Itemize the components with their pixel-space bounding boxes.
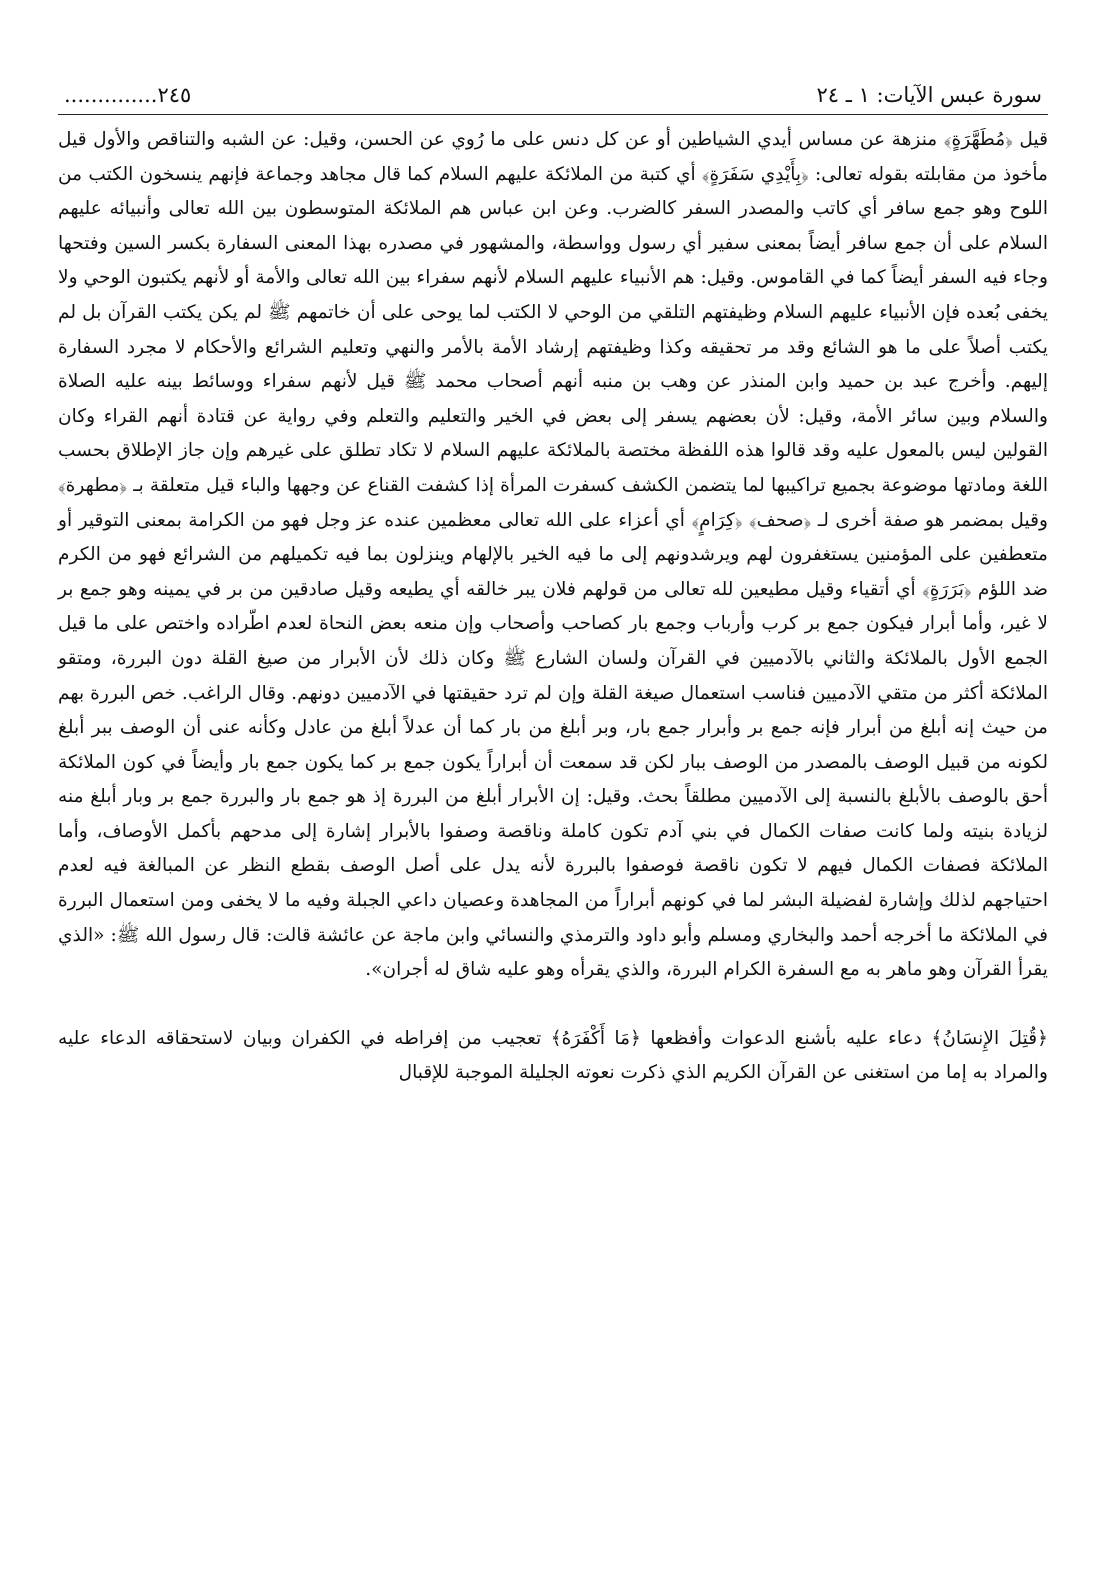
running-title: سورة عبس الآيات: ١ ـ ٢٤ [816,83,1042,107]
page [58,80,1048,1091]
page-number: ٢٤٥.............. [64,83,192,107]
body-paragraph: ﴿قُتِلَ الإِنسَانُ﴾ دعاء عليه بأشنع الدعوات وأفظعها ﴿مَا أَكْفَرَهُ﴾ تعجيب من إفراطه في الكفران وبيان لاستحقاقه الدعاء عليه والمراد به إما من استغنى عن القرآن الكريم الذي ذكرت نعوته الجليلة الموجبة للإقبال [58,1027,1048,1084]
body-paragraph: قيل ﴿مُطَهَّرَةٍ﴾ منزهة عن مساس أيدي الشياطين أو عن كل دنس على ما رُوي عن الحسن، وقيل: عن الشبه والتناقص والأول قيل مأخوذ من مقابلته بقوله تعالى: ﴿بِأَيْدِي سَفَرَةٍ﴾ أي كتبة من الملائكة عليهم السلام كما قال مجاهد وجماعة فإنهم ينسخون الكتب من اللوح وهو جمع سافر أي كاتب والمصدر السفر كالضرب. وعن ابن عباس هم الملائكة المتوسطون بين الله تعالى وأنبيائه عليهم السلام على أن جمع سافر أيضاً بمعنى سفير أي رسول وواسطة، والمشهور في مصدره بهذا المعنى السفارة بكسر السين وفتحها وجاء فيه السفر أيضاً كما في القاموس. وقيل: هم الأنبياء عليهم السلام لأنهم سفراء بين الله تعالى والأمة أو لأنهم يكتبون الوحي ولا يخفى بُعده فإن الأنبياء عليهم السلام وظيفتهم التلقي من الوحي لا الكتب لما يوحى على أن خاتمهم ﷺ لم يكن يكتب القرآن بل لم يكتب أصلاً على ما هو الشائع وقد مر تحقيقه وكذا وظيفتهم إرشاد الأمة بالأمر والنهي وتعليم الشرائع والأحكام لا مجرد السفارة إليهم. وأخرج عبد بن حميد وابن المنذر عن وهب بن منبه أنهم أصحاب محمد ﷺ قيل لأنهم سفراء ووسائط بينه عليه الصلاة والسلام وبين سائر الأمة، وقيل: لأن بعضهم يسفر إلى بعض في الخير والتعليم والتعلم وفي رواية عن قتادة أنهم القراء وكان القولين ليس بالمعول عليه وقد قالوا هذه اللفظة مختصة بالملائكة عليهم السلام لا تكاد تطلق على غيرهم وإن جاز الإطلاق بحسب اللغة ومادتها موضوعة بجميع تراكيبها لما يتضمن الكشف كسفرت المرأة إذا كشفت القناع عن وجهها والباء قيل متعلقة بـ ﴿مطهرة﴾ وقيل بمضمر هو صفة أخرى لـ ﴿صحف﴾ ﴿كِرَامٍ﴾ أي أعزاء على الله تعالى معظمين عنده عز وجل فهو من الكرامة بمعنى التوقير أو متعطفين على المؤمنين يستغفرون لهم ويرشدونهم إلى ما فيه الخير بالإلهام وينزلون بما فيه تكميلهم من الشرائع فهو من الكرم ضد اللؤم ﴿بَرَرَةٍ﴾ أي أتقياء وقيل مطيعين لله تعالى من قولهم فلان يبر خالقه أي يطيعه وقيل صادقين من بر في يمينه وهو جمع بر لا غير، وأما أبرار فيكون جمع بر كرب وأرباب وجمع بار كصاحب وأصحاب وإن منعه بعض النحاة لعدم اطّراده واختص على ما قيل الجمع الأول بالملائكة والثاني بالآدميين في القرآن ولسان الشارع ﷺ وكان ذلك لأن الأبرار من صيغ القلة دون البررة، ومتقو الملائكة أكثر من متقي الآدميين فناسب استعمال صيغة القلة وإن لم ترد حقيقتها في الآدميين دونهم. وقال الراغب. خص البررة بهم من حيث إنه أبلغ من أبرار فإنه جمع بر وأبرار جمع بار، وبر أبلغ من بار كما أن عدلاً أبلغ من عادل وكأنه عنى أن الوصف ببر أبلغ لكونه من قبيل الوصف بالمصدر من الوصف ببار لكن قد سمعت أن أبراراً يكون جمع بر كما يكون جمع بار وأيضاً في كون الملائكة أحق بالوصف بالأبلغ بالنسبة إلى الآدميين مطلقاً بحث. وقيل: إن الأبرار أبلغ من البررة إذ هو جمع بار والبررة جمع بر وبار أبلغ منه لزيادة بنيته ولما كانت صفات الكمال في بني آدم تكون كاملة وناقصة وصفوا بالأبرار إشارة إلى مدحهم بأكمل الأوصاف، وأما الملائكة فصفات الكمال فيهم لا تكون ناقصة فوصفوا بالبررة لأنه يدل على أصل الوصف بقطع النظر عن المبالغة فيه لعدم احتياجهم لذلك وإشارة لفضيلة البشر لما في كونهم أبراراً من المجاهدة وعصيان داعي الجبلة وفيه ما لا يخفى ومن استعمال البررة في الملائكة ما أخرجه أحمد والبخاري ومسلم وأبو داود والترمذي والنسائي وابن ماجة عن عائشة قالت: قال رسول الله ﷺ: «الذي يقرأ القرآن وهو ماهر به مع السفرة الكرام البررة، والذي يقرأه وهو عليه شاق له أجران». [58,129,1049,981]
page-header [58,80,1048,115]
